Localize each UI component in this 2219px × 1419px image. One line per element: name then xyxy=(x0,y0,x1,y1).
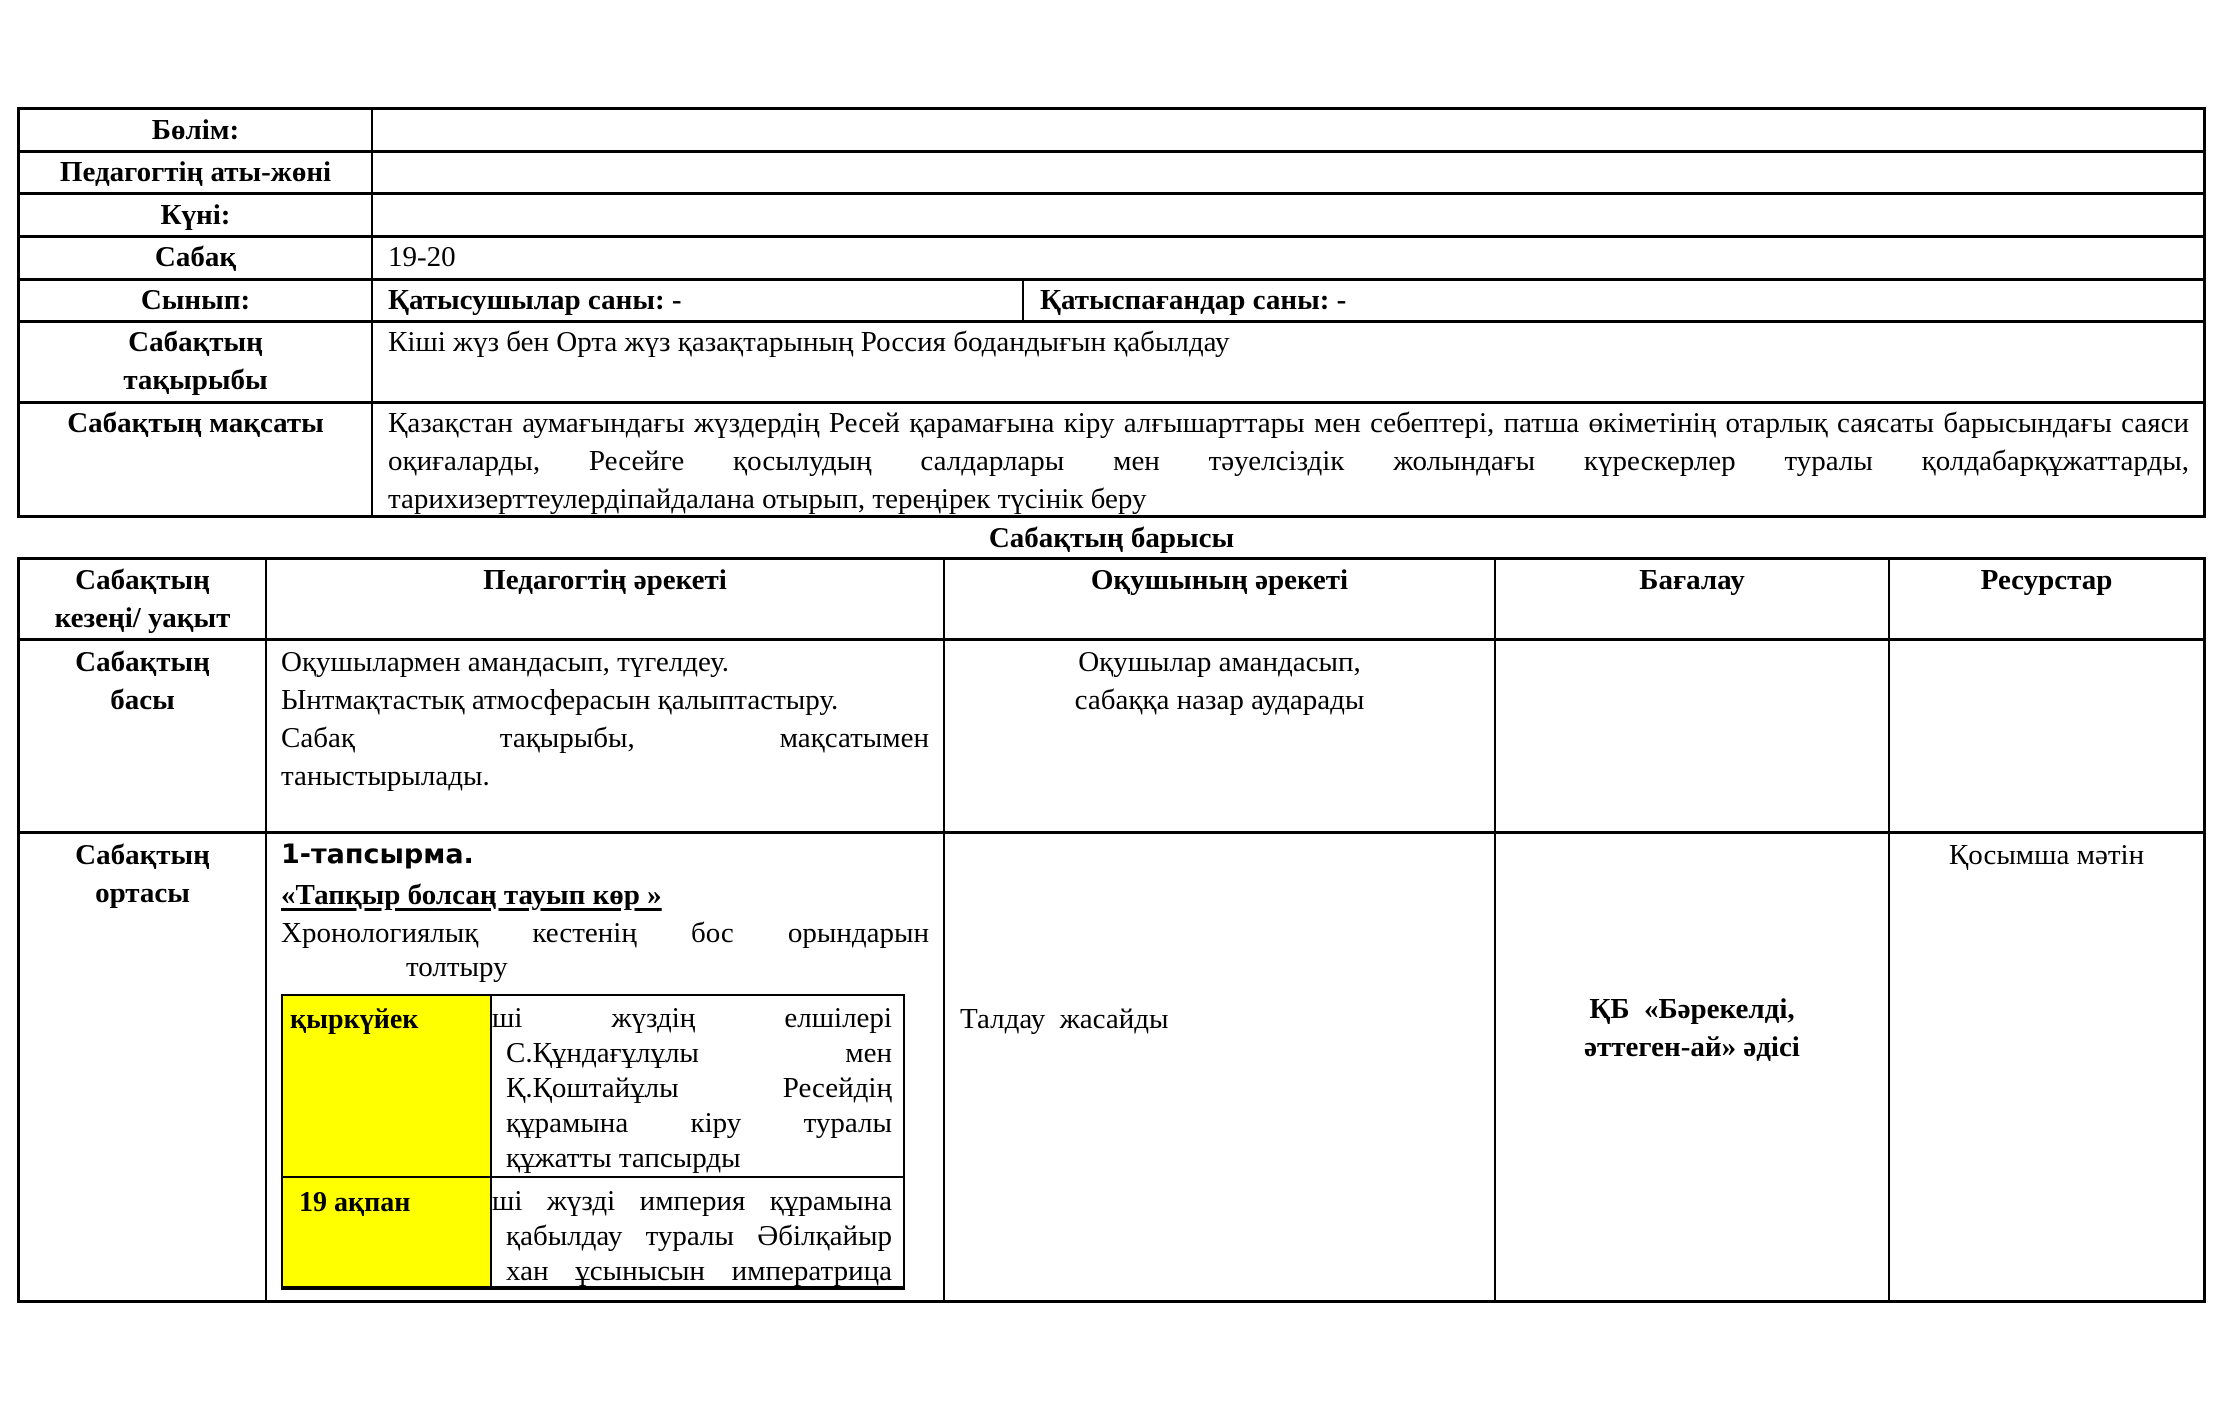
event-line: ші жүзді империя құрамына xyxy=(492,1185,892,1217)
stage-start-line1: Сабақтың xyxy=(75,646,210,678)
header-stage-line2: кезеңі/ уақыт xyxy=(54,602,231,634)
lesson-label: Сабақ xyxy=(154,241,237,273)
middle-assessment-line1: ҚБ «Бәрекелді, xyxy=(1589,993,1795,1025)
header-teacher-action: Педагогтің әрекеті xyxy=(483,564,727,596)
section-label: Бөлім: xyxy=(151,114,240,146)
event-line: қабылдау туралы Әбілқайыр xyxy=(506,1220,892,1252)
header-resources: Ресурстар xyxy=(1980,564,2113,596)
header-table-divider xyxy=(371,107,373,518)
row-line xyxy=(17,192,2206,195)
task-title: 1-тапсырма. xyxy=(281,839,474,870)
chronology-date: қыркүйек xyxy=(290,1004,419,1035)
event-line: ші жүздің елшілері xyxy=(492,1002,892,1034)
stage-start xyxy=(20,643,265,719)
start-teacher-action xyxy=(281,643,929,795)
present-count: Қатысушылар саны: - xyxy=(388,284,682,316)
stage-start-line2: басы xyxy=(110,684,175,716)
header-student-action: Оқушының әрекеті xyxy=(1090,564,1349,596)
start-teacher-line4: таныстырылады. xyxy=(281,760,490,792)
header-stage-line1: Сабақтың xyxy=(75,564,210,596)
chronology-row-line xyxy=(281,1176,905,1178)
middle-student-action: Талдау жасайды xyxy=(960,1003,1169,1035)
task-desc-line1: Хронологиялық кестенің бос орындарын xyxy=(281,917,929,949)
col-divider xyxy=(1888,557,1890,1303)
topic-value: Кіші жүз бен Орта жүз қазақтарының Россия бодандығын қабылдау xyxy=(388,326,1230,358)
topic-label xyxy=(20,323,371,399)
task-desc-line2: толтыру xyxy=(406,951,508,983)
start-teacher-line2: Ынтмақтастық атмосферасын қалыптастыру. xyxy=(281,684,839,716)
chronology-event xyxy=(492,1001,892,1176)
goal-value: Қазақстан аумағындағы жүздердің Ресей қарамағына кіру алғышарттары мен себептері, патша өкіметінің отарлық саясаты барысындағы саяси оқиғаларды, Ресейге қосылудың салдарлары мен тәуелсіздік жолындағы күрескерлер туралы қолдабарқұжаттарды, тарихизерттеулердіпайдалана отырып, тереңірек түсінік беру xyxy=(388,407,2189,515)
stage-middle-line2: ортасы xyxy=(95,877,190,909)
chronology-event xyxy=(492,1184,892,1289)
teacher-name-label: Педагогтің аты-жөні xyxy=(59,156,332,188)
stage-middle-line1: Сабақтың xyxy=(75,839,210,871)
progress-title: Сабақтың барысы xyxy=(988,522,1235,554)
event-line: Қ.Қоштайұлы Ресейдің xyxy=(506,1072,892,1104)
middle-teacher-action xyxy=(281,836,929,982)
header-assessment: Бағалау xyxy=(1639,564,1745,596)
topic-label-line2: тақырыбы xyxy=(123,364,268,396)
event-line: хан ұсынысын императрица xyxy=(506,1255,892,1287)
chronology-date-column xyxy=(283,996,491,1288)
goal-label: Сабақтың мақсаты xyxy=(67,407,324,439)
lesson-value: 19-20 xyxy=(388,241,456,273)
absent-count: Қатыспағандар саны: - xyxy=(1040,284,1347,316)
event-line: С.Құндағұлұлы мен xyxy=(506,1037,892,1069)
event-line: құрамына кіру туралы xyxy=(506,1107,892,1139)
middle-resources: Қосымша мәтін xyxy=(1948,839,2145,871)
start-teacher-line1: Оқушылармен амандасып, түгелдеу. xyxy=(281,646,729,678)
middle-assessment xyxy=(1496,990,1888,1066)
middle-assessment-line2: әттеген-ай» әдісі xyxy=(1584,1031,1800,1063)
start-student-line2: сабаққа назар аударады xyxy=(1074,684,1365,716)
start-teacher-line3: Сабақ тақырыбы, мақсатымен xyxy=(281,722,929,754)
class-label: Сынып: xyxy=(140,284,251,316)
chronology-date: 19 ақпан xyxy=(299,1187,411,1218)
header-stage xyxy=(20,561,265,637)
date-label: Күні: xyxy=(160,199,231,231)
col-divider xyxy=(265,557,267,1303)
start-student-line1: Оқушылар амандасып, xyxy=(1078,646,1361,678)
row-line xyxy=(17,831,2206,834)
start-student-action xyxy=(945,643,1494,719)
stage-middle xyxy=(20,836,265,912)
class-row-divider xyxy=(1022,279,1024,321)
row-line xyxy=(17,638,2206,641)
task-name: «Тапқыр болсаң тауып көр » xyxy=(281,879,662,911)
topic-label-line1: Сабақтың xyxy=(128,326,263,358)
col-divider xyxy=(1494,557,1496,1303)
event-line: құжатты тапсырды xyxy=(506,1142,741,1174)
